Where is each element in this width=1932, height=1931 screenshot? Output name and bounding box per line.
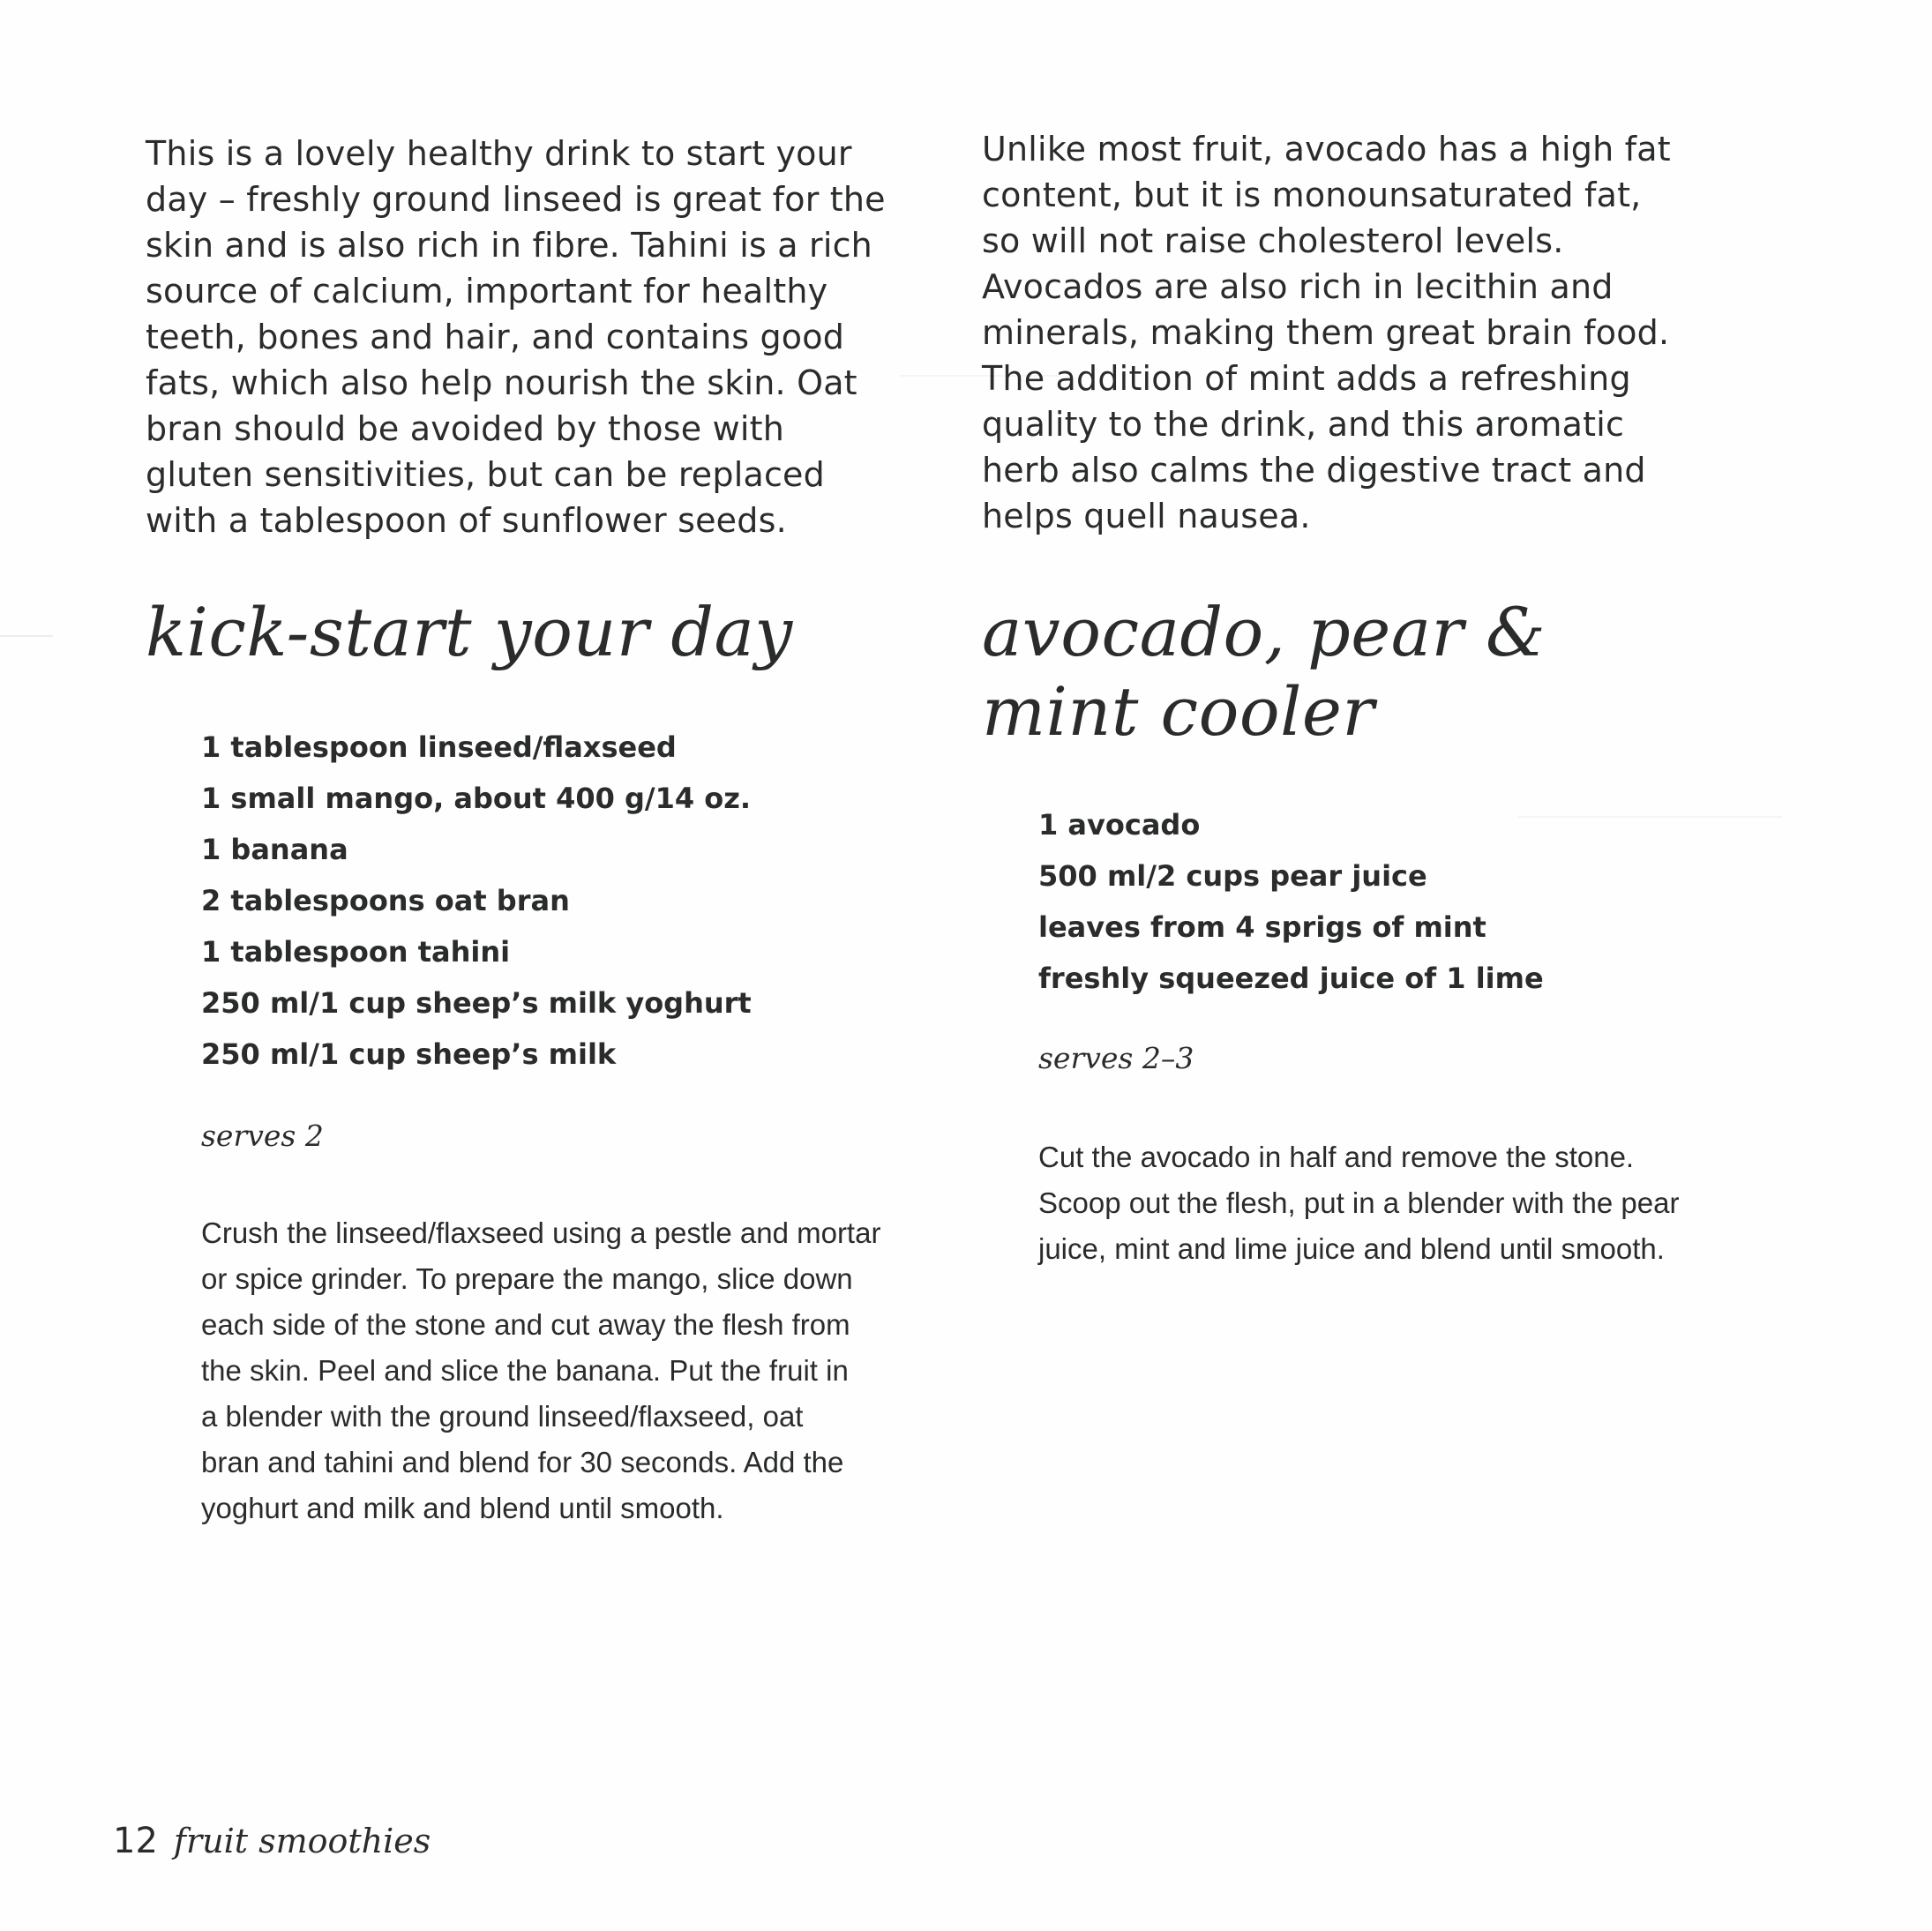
intro-line: content, but it is monounsaturated fat, bbox=[982, 176, 1642, 214]
intro-line: This is a lovely healthy drink to start your bbox=[146, 134, 852, 173]
kick-start-ingredients-list bbox=[201, 722, 752, 1080]
method-line: Scoop out the flesh, put in a blender with the pear bbox=[1038, 1186, 1680, 1219]
method-line: each side of the stone and cut away the flesh from bbox=[201, 1308, 850, 1341]
ingredient-item: 250 ml/1 cup sheep’s milk bbox=[201, 1037, 617, 1071]
ingredient-item: 1 avocado bbox=[1038, 808, 1201, 842]
recipe-title-line: kick-start your day bbox=[146, 593, 793, 671]
intro-line: quality to the drink, and this aromatic bbox=[982, 405, 1625, 444]
method-line: bran and tahini and blend for 30 seconds. Add the bbox=[201, 1446, 844, 1478]
intro-line: fats, which also help nourish the skin. Oat bbox=[146, 363, 857, 402]
ingredient-item: freshly squeezed juice of 1 lime bbox=[1038, 962, 1544, 995]
scan-artifact bbox=[0, 635, 53, 637]
ingredient-item: 2 tablespoons oat bran bbox=[201, 884, 570, 917]
kick-start-intro-paragraph bbox=[146, 131, 922, 543]
ingredient-item: 1 tablespoon linseed/flaxseed bbox=[201, 730, 677, 764]
avocado-method bbox=[1038, 1134, 1679, 1272]
avocado-intro-paragraph bbox=[982, 126, 1776, 539]
method-line: the skin. Peel and slice the banana. Put the fruit in bbox=[201, 1354, 849, 1387]
intro-line: minerals, making them great brain food. bbox=[982, 313, 1670, 352]
intro-line: skin and is also rich in fibre. Tahini is a rich bbox=[146, 226, 872, 265]
avocado-ingredients-list bbox=[1038, 799, 1544, 1004]
intro-line: teeth, bones and hair, and contains good bbox=[146, 318, 845, 356]
intro-line: helps quell nausea. bbox=[982, 497, 1311, 535]
method-line: a blender with the ground linseed/flaxseed, oat bbox=[201, 1400, 804, 1433]
intro-line: source of calcium, important for healthy bbox=[146, 272, 828, 311]
section-title: fruit smoothies bbox=[173, 1822, 431, 1860]
intro-line: Avocados are also rich in lecithin and bbox=[982, 267, 1614, 306]
intro-line: with a tablespoon of sunflower seeds. bbox=[146, 501, 787, 540]
method-line: Crush the linseed/flaxseed using a pestle and mortar bbox=[201, 1216, 881, 1249]
recipe-title-kick-start bbox=[146, 593, 793, 672]
kick-start-method bbox=[201, 1210, 880, 1531]
recipe-title-avocado-pear-mint bbox=[982, 593, 1546, 752]
ingredient-item: 250 ml/1 cup sheep’s milk yoghurt bbox=[201, 986, 752, 1020]
ingredient-item: 1 banana bbox=[201, 833, 348, 866]
intro-line: so will not raise cholesterol levels. bbox=[982, 221, 1564, 260]
scan-artifact bbox=[1517, 816, 1782, 818]
left-column bbox=[146, 131, 922, 543]
intro-line: Unlike most fruit, avocado has a high fat bbox=[982, 130, 1671, 168]
intro-line: gluten sensitivities, but can be replaced bbox=[146, 455, 825, 494]
ingredient-item: 1 tablespoon tahini bbox=[201, 935, 511, 969]
method-line: Cut the avocado in half and remove the stone. bbox=[1038, 1141, 1635, 1173]
intro-line: day – freshly ground linseed is great for the bbox=[146, 180, 886, 219]
intro-line: The addition of mint adds a refreshing bbox=[982, 359, 1631, 398]
intro-line: herb also calms the digestive tract and bbox=[982, 451, 1646, 490]
method-line: juice, mint and lime juice and blend until smooth. bbox=[1038, 1232, 1665, 1265]
page-footer bbox=[113, 1821, 431, 1861]
right-column bbox=[982, 126, 1776, 539]
page-number: 12 bbox=[113, 1821, 158, 1861]
ingredient-item: leaves from 4 sprigs of mint bbox=[1038, 910, 1486, 944]
recipe-title-line: mint cooler bbox=[982, 672, 1375, 751]
intro-line: bran should be avoided by those with bbox=[146, 409, 785, 448]
avocado-serves: serves 2–3 bbox=[1038, 1041, 1194, 1075]
method-line: or spice grinder. To prepare the mango, slice down bbox=[201, 1262, 853, 1295]
kick-start-serves: serves 2 bbox=[201, 1119, 324, 1153]
ingredient-item: 1 small mango, about 400 g/14 oz. bbox=[201, 782, 752, 815]
ingredient-item: 500 ml/2 cups pear juice bbox=[1038, 859, 1427, 893]
method-line: yoghurt and milk and blend until smooth. bbox=[201, 1492, 724, 1524]
recipe-title-line: avocado, pear & bbox=[982, 593, 1546, 671]
